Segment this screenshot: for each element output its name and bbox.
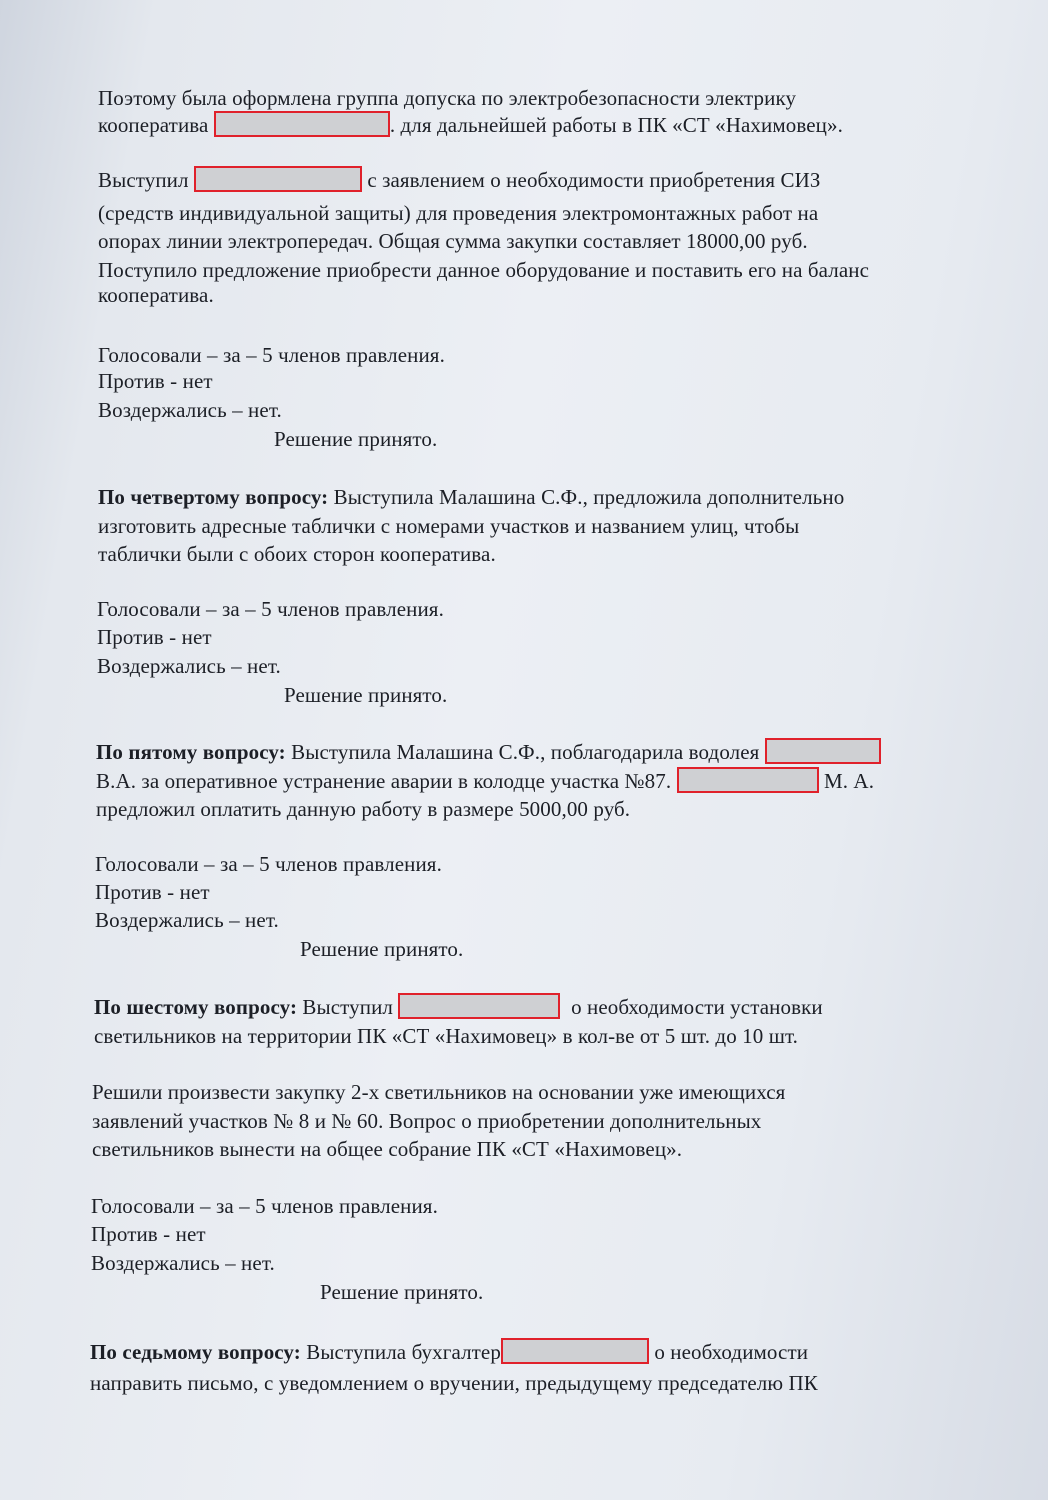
decision-text: Решение принято. [284,683,448,707]
text-fragment: Выступила Малашина С.Ф., предложила дополнительно [328,485,845,509]
vote-abstain: Воздержались – нет. [91,1251,275,1275]
vote-against: Против - нет [95,880,210,904]
question-heading: По пятому вопросу: [96,740,286,764]
text-line: опорах линии электропередач. Общая сумма закупки составляет 18000,00 руб. [98,229,808,253]
redaction-box [765,738,881,764]
redaction-box [501,1338,649,1364]
vote-for: Голосовали – за – 5 членов правления. [97,597,444,621]
text-line [96,767,874,795]
text-line: светильников на территории ПК «СТ «Нахимовец» в кол-ве от 5 шт. до 10 шт. [94,1024,799,1048]
text-line: Поступило предложение приобрести данное оборудование и поставить его на баланс [98,258,870,282]
vote-for: Голосовали – за – 5 членов правления. [91,1194,438,1218]
text-fragment: Выступила Малашина С.Ф., поблагодарила водолея [285,740,760,764]
text-line: (средств индивидуальной защиты) для проведения электромонтажных работ на [98,201,819,225]
text-line: предложил оплатить данную работу в размере 5000,00 руб. [96,797,631,821]
text-fragment: с заявлением о необходимости приобретения СИЗ [367,168,821,192]
text-line: изготовить адресные таблички с номерами участков и названием улиц, чтобы [98,514,800,538]
vote-for: Голосовали – за – 5 членов правления. [95,852,442,876]
vote-abstain: Воздержались – нет. [98,398,282,422]
decision-text: Решение принято. [274,427,438,451]
text-line [96,738,881,766]
text-line [90,1338,808,1366]
decision-text: Решение принято. [300,937,464,961]
redaction-box [194,166,362,192]
text-line [98,483,844,511]
vote-for: Голосовали – за – 5 членов правления. [98,343,445,367]
text-line: кооператива. [98,283,214,307]
text-line: таблички были с обоих сторон кооператива. [98,542,496,566]
text-fragment: Выступила бухгалтер [300,1340,501,1364]
text-fragment: Выступил [297,995,393,1019]
text-line: Поэтому была оформлена группа допуска по электробезопасности электрику [98,86,797,110]
question-heading: По седьмому вопросу: [90,1340,301,1364]
text-fragment: кооператива [98,113,209,137]
vote-abstain: Воздержались – нет. [97,654,281,678]
text-line [98,111,843,139]
text-line: Решили произвести закупку 2-х светильников на основании уже имеющихся [92,1080,786,1104]
redaction-box [214,111,390,137]
text-fragment: о необходимости [654,1340,809,1364]
question-heading: По четвертому вопросу: [98,485,329,509]
text-fragment: М. А. [823,769,875,793]
redaction-box [398,993,560,1019]
vote-abstain: Воздержались – нет. [95,908,279,932]
question-heading: По шестому вопросу: [94,995,298,1019]
vote-against: Против - нет [91,1222,206,1246]
text-line: направить письмо, с уведомлением о вручении, предыдущему председателю ПК [90,1371,818,1395]
vote-against: Против - нет [98,369,213,393]
text-fragment: о необходимости установки [571,995,823,1019]
text-line: светильников вынести на общее собрание ПК «СТ «Нахимовец». [92,1137,683,1161]
text-fragment: . для дальнейшей работы в ПК «СТ «Нахимовец». [389,113,843,137]
text-line [98,166,821,194]
text-fragment: В.А. за оперативное устранение аварии в колодце участка №87. [96,769,672,793]
redaction-box [677,767,819,793]
text-line [94,993,823,1021]
text-fragment: Выступил [98,168,189,192]
decision-text: Решение принято. [320,1280,484,1304]
vote-against: Против - нет [97,625,212,649]
text-line: заявлений участков № 8 и № 60. Вопрос о приобретении дополнительных [92,1109,762,1133]
